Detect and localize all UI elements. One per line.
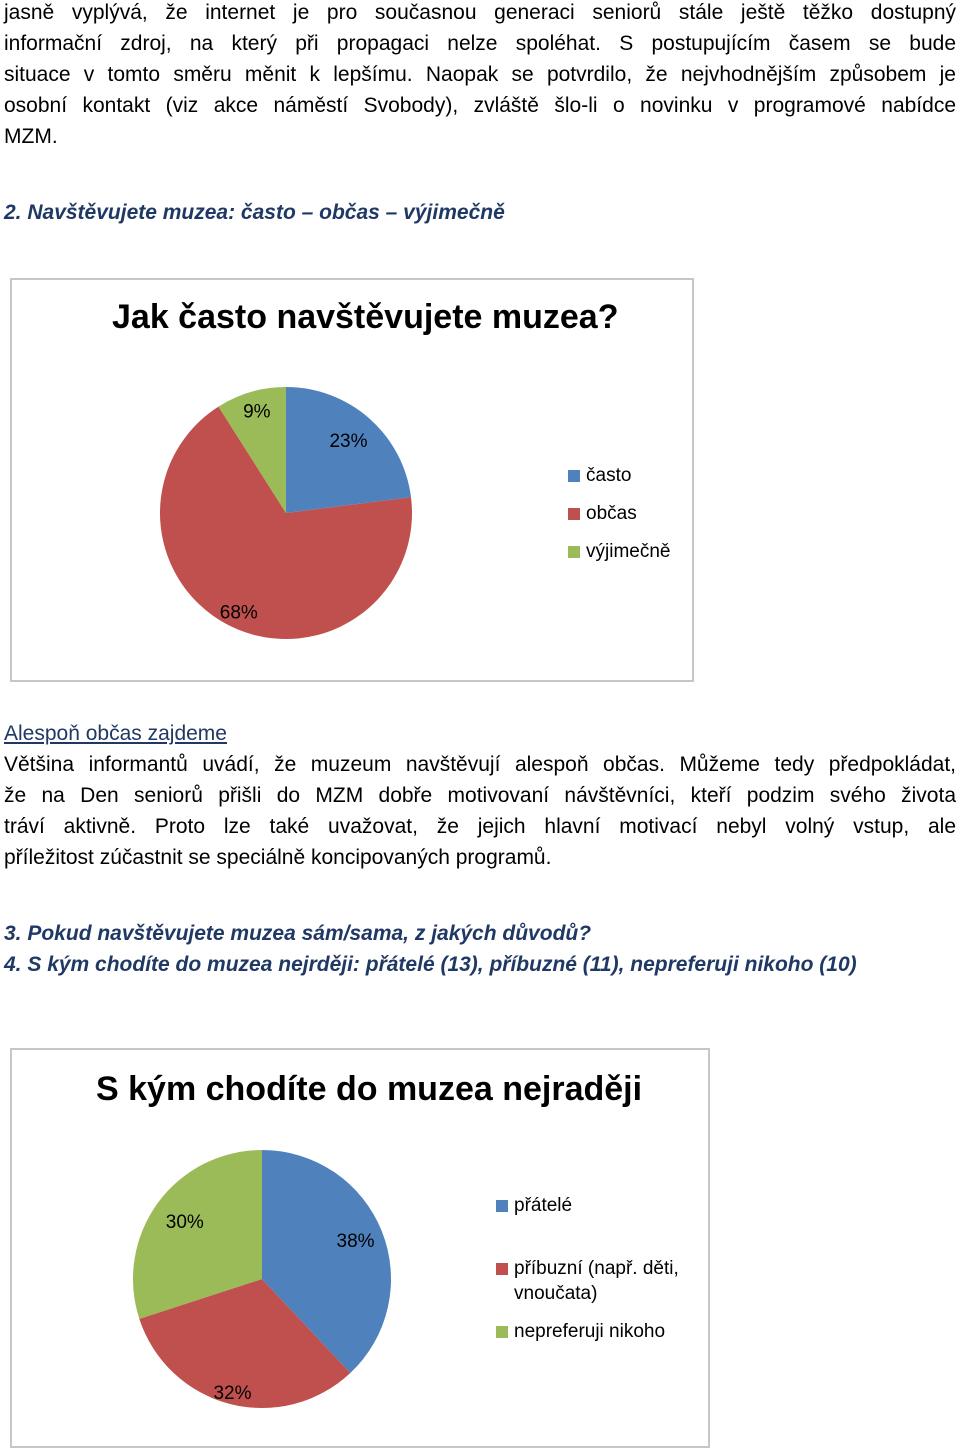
- intro-line: jasně vyplývá, že internet je pro současnou generaci seniorů stále ještě těžko dostupný: [4, 1, 956, 24]
- legend-label-line: příbuzní (např. děti,: [514, 1258, 679, 1279]
- legend-swatch-blue: [496, 1200, 508, 1212]
- chart-title: Jak často navštěvujete muzea?: [112, 298, 619, 336]
- legend-item: [496, 1193, 572, 1218]
- section-line: příležitost zúčastnit se speciálně koncipovaných programů.: [4, 846, 552, 869]
- legend-swatch-red: [568, 508, 580, 520]
- pie-data-label: 23%: [329, 431, 368, 453]
- legend-label: nepreferuji nikoho: [514, 1321, 666, 1342]
- intro-line: situace v tomto směru měnit k lepšímu. Naopak se potvrdilo, že nejvhodnějším způsobem je: [4, 63, 956, 86]
- legend-swatch-green: [496, 1326, 508, 1338]
- legend-label: přátelé: [514, 1195, 573, 1216]
- pie-data-label: 32%: [213, 1382, 252, 1404]
- legend-label: často: [586, 465, 632, 486]
- legend-item: [496, 1319, 665, 1344]
- section-line: že na Den seniorů přišli do MZM dobře motivovaní návštěvníci, kteří podzim svého života: [4, 784, 956, 807]
- legend-item: [568, 463, 631, 488]
- legend-swatch-blue: [568, 470, 580, 482]
- question-3-heading: 3. Pokud navštěvujete muzea sám/sama, z jakých důvodů?: [4, 922, 592, 945]
- pie-chart-companions: [112, 1130, 412, 1430]
- legend-label: [514, 1256, 679, 1306]
- pie-chart-visit-frequency: [142, 370, 442, 670]
- intro-line: informační zdroj, na který při propagaci nelze spoléhat. S postupujícím časem se bude: [4, 32, 956, 55]
- legend-label: výjimečně: [586, 541, 671, 562]
- chart-visit-frequency: [10, 278, 694, 682]
- pie-data-label: 30%: [165, 1211, 204, 1233]
- legend-label-line: vnoučata): [514, 1283, 598, 1304]
- legend-item: [496, 1256, 679, 1306]
- section-paragraph: [4, 749, 956, 873]
- legend-label: občas: [586, 503, 637, 524]
- chart-companions: [10, 1048, 710, 1448]
- legend-swatch-green: [568, 546, 580, 558]
- question-2-heading: 2. Navštěvujete muzea: často – občas – výjimečně: [4, 201, 505, 224]
- section-line: Většina informantů uvádí, že muzeum navštěvují alespoň občas. Můžeme tedy předpokládat,: [4, 753, 956, 776]
- pie-data-label: 9%: [243, 401, 271, 423]
- intro-paragraph: [4, 0, 956, 152]
- legend-swatch-red: [496, 1263, 508, 1275]
- chart-title: S kým chodíte do muzea nejraději: [96, 1070, 643, 1108]
- legend-item: [568, 539, 670, 564]
- section-heading: Alespoň občas zajdeme: [4, 722, 227, 745]
- intro-line: MZM.: [4, 125, 58, 148]
- pie-data-label: 68%: [219, 602, 258, 624]
- intro-line: osobní kontakt (viz akce náměstí Svobody), zvláště šlo-li o novinku v programové nabídce: [4, 94, 956, 117]
- question-4-heading: 4. S kým chodíte do muzea nejrději: přátelé (13), příbuzné (11), nepreferuji nikoho (10): [4, 953, 857, 976]
- pie-data-label: 38%: [336, 1230, 375, 1252]
- legend-item: [568, 501, 637, 526]
- section-line: tráví aktivně. Proto lze také uvažovat, že jejich hlavní motivací nebyl volný vstup, ale: [4, 815, 956, 838]
